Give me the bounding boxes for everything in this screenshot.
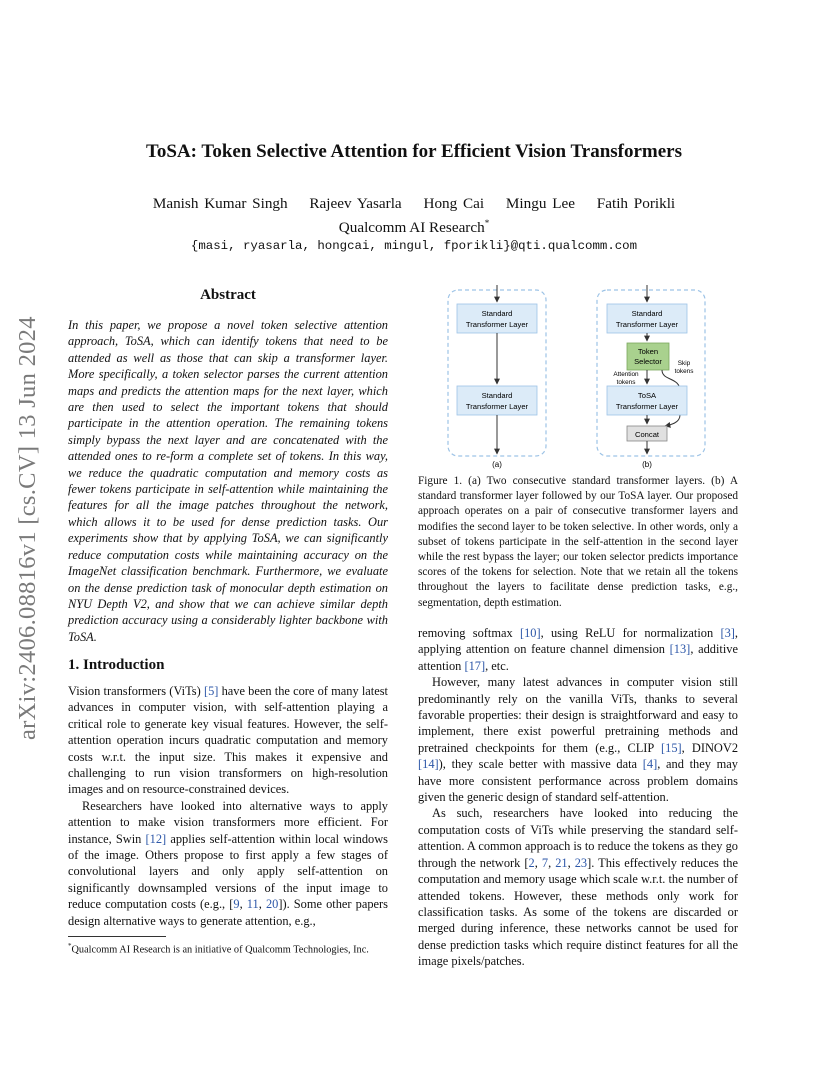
citation-link[interactable]: [10] — [519, 626, 541, 640]
citation-link[interactable]: 11 — [246, 897, 259, 912]
skip-tokens-label: tokens — [674, 368, 694, 375]
introduction-body — [68, 683, 388, 929]
figure-1-caption: Figure 1. (a) Two consecutive standard transformer layers. (b) A standard transformer layer followed by our ToSA layer. Our proposed approach operates on a pair of consecutive transformer layers and modifies the second layer to be token selective. In other words, only a subset of tokens participate in the self-attention in the second layer while the rest bypass the layer; our token selector predicts importance scores of the tokens for selection. Note that we retain all the tokens throughout the layers to facilitate dense prediction tasks, e.g., segmentation, depth estimation. — [418, 475, 738, 609]
attention-tokens-label: tokens — [616, 379, 636, 386]
author-emails: {masi, ryasarla, hongcai, mingul, fporikli}@qti.qualcomm.com — [190, 239, 638, 253]
author-name: Fatih Porikli — [596, 195, 676, 212]
standard-layer-label: Transformer Layer — [465, 402, 529, 411]
right-paragraph-2: However, many latest advances in computer vision still predominantly rely on the vanilla ViTs, thanks to several favorable properties: their design is straightforward and easy to implement, there exist powerful pretraining methods and pretrained checkpoints for them (e.g., CLIP [15], DINOV2 [14]), they scale better with massive data [4], and they may have more consistent performance across problem domains given the generic design of standard self-attention. — [418, 675, 739, 805]
right-paragraph-3: As such, researchers have looked into reducing the computation costs of ViTs while preserving the standard self-attention. A common approach is to reduce the tokens as they go through the network [2, 7, 21, 23]. This effectively reduces the computation and memory usage which scale w.r.t. the number of attended tokens. However, these methods only work for classification tasks. As some of the tokens are discarded or merged during inference, these networks cannot be used for dense prediction tasks which require distinct features for all the image pixels/patches. — [418, 806, 739, 969]
citation-link[interactable]: [15] — [661, 740, 682, 755]
citation-link[interactable]: 23 — [574, 855, 588, 870]
author-name: Hong Cai — [423, 195, 485, 212]
standard-layer-label: Standard — [631, 309, 663, 318]
affiliation-name: Qualcomm AI Research — [338, 219, 485, 237]
tosa-layer-label: Transformer Layer — [615, 402, 679, 411]
subfigure-label-b: (b) — [642, 460, 652, 469]
right-paragraph-1: removing softmax [10], using ReLU for normalization [3], applying attention on feature channel dimension [13], additive attention [17], etc. — [418, 626, 738, 673]
citation-link[interactable]: [4] — [642, 757, 658, 772]
author-name: Rajeev Yasarla — [309, 195, 402, 212]
citation-link[interactable]: 2 — [528, 855, 535, 870]
citation-link[interactable]: 9 — [233, 897, 240, 912]
skip-tokens-label: Skip — [677, 360, 691, 367]
citation-link[interactable]: 21 — [555, 855, 568, 870]
citation-link[interactable]: [14] — [418, 757, 439, 772]
right-column-body — [418, 625, 738, 970]
citation-link[interactable]: [13] — [669, 642, 691, 657]
standard-layer-label: Standard — [481, 391, 513, 400]
abstract-heading: Abstract — [200, 287, 256, 303]
intro-paragraph-1: Vision transformers (ViTs) [5] have been the core of many latest advances in computer vision, with self-attention playing a critical role to generate key visual features. However, the self-attention operation incurs quadratic computation and memory costs w.r.t. the input size. This makes it expensive and challenging to run vision transformers on high-resolution images and on resource-constrained devices. — [68, 684, 388, 797]
concat-label: Concat — [634, 430, 660, 439]
paper-title: ToSA: Token Selective Attention for Efficient Vision Transformers — [145, 141, 683, 162]
citation-link[interactable]: [17] — [464, 658, 486, 673]
citation-link[interactable]: 20 — [265, 897, 279, 912]
citation-link[interactable]: [3] — [720, 626, 735, 640]
standard-layer-label: Transformer Layer — [615, 320, 679, 329]
token-selector-label: Token — [637, 347, 659, 356]
subfigure-label-a: (a) — [492, 460, 502, 469]
author-list — [0, 195, 828, 213]
footnote — [68, 940, 388, 956]
intro-paragraph-2: Researchers have looked into alternative ways to apply attention to make vision transformers more efficient. For instance, Swin [12] applies self-attention within local windows of the image. Others propose to first apply a few stages of convolutional layers and only apply self-attention on significantly downsampled versions of the input image to reduce computation costs (e.g., [9, 11, 20]). Some other papers design alternative ways to generate attention, e.g., — [68, 798, 388, 928]
citation-link[interactable]: 7 — [541, 855, 549, 870]
figure-1-diagram — [440, 285, 760, 473]
citation-link[interactable]: [5] — [203, 684, 219, 698]
citation-link[interactable]: [12] — [145, 831, 167, 846]
attention-tokens-label: Attention — [613, 371, 639, 378]
arxiv-identifier: arXiv:2406.08816v1 [cs.CV] 13 Jun 2024 — [14, 316, 41, 740]
tosa-layer-label: ToSA — [637, 391, 657, 400]
standard-layer-label: Transformer Layer — [465, 320, 529, 329]
abstract-text: In this paper, we propose a novel token selective attention approach, ToSA, which can identify tokens that need to be attended as well as those that can skip a transformer layer. More specifically, a token selector parses the current attention maps and predicts the attention maps for the next layer, which are then used to select the important tokens that should participate in the attention operation. The remaining tokens simply bypass the next layer and are concatenated with the attended ones to re-form a complete set of tokens. In this way, we reduce the quadratic computation and memory costs as fewer tokens participate in self-attention while maintaining the features for all the image patches throughout the network, which allows it to be used for dense prediction tasks. Our experiments show that by applying ToSA, we can significantly reduce computation costs while maintaining accuracy on the ImageNet classification benchmark. Furthermore, we evaluate on the dense prediction task of monocular depth estimation on NYU Depth V2, and show that we can achieve similar depth prediction accuracy using a considerably lighter backbone with ToSA. — [68, 318, 388, 644]
author-name: Mingu Lee — [505, 195, 575, 212]
affiliation — [0, 218, 828, 237]
section-heading-introduction: 1. Introduction — [68, 657, 165, 673]
footnote-rule — [68, 936, 166, 937]
token-selector-label: Selector — [634, 357, 662, 366]
author-name: Manish Kumar Singh — [152, 195, 288, 212]
footnote-text: Qualcomm AI Research is an initiative of Qualcomm Technologies, Inc. — [71, 944, 369, 956]
standard-layer-label: Standard — [481, 309, 513, 318]
affiliation-mark: * — [484, 218, 490, 228]
footnote-mark: * — [68, 942, 72, 950]
